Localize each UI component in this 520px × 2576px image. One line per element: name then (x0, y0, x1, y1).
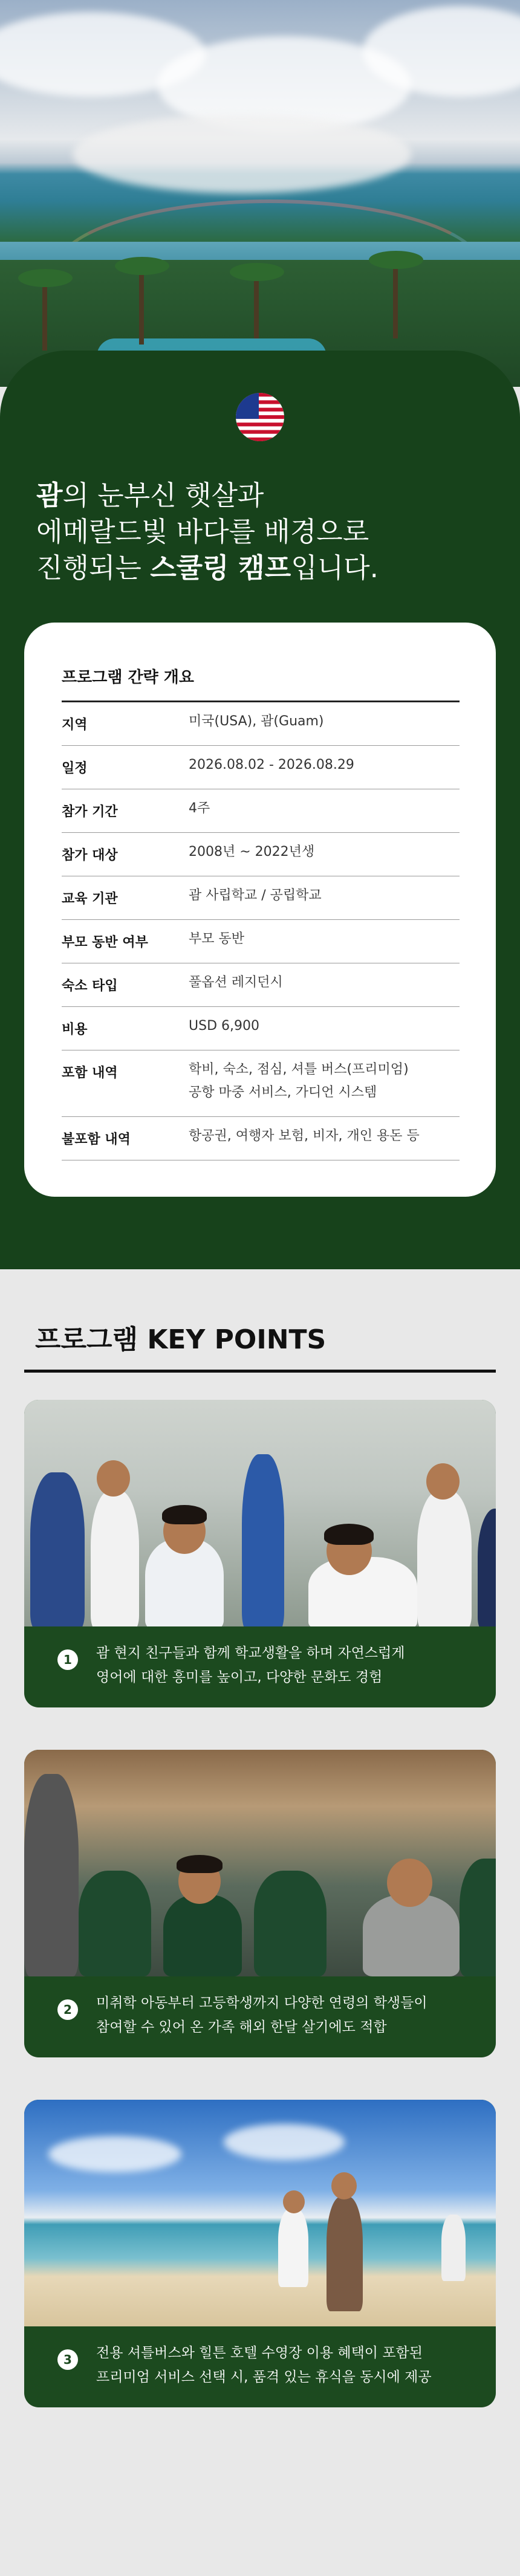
student (242, 1454, 284, 1626)
overview-row (62, 1007, 460, 1050)
palm-frond (230, 263, 284, 281)
overview-row (62, 746, 460, 789)
overview-row (62, 876, 460, 920)
row-label: 참가 기간 (62, 804, 118, 820)
classroom-photo (24, 1750, 496, 1976)
row-label: 교육 기관 (62, 892, 118, 907)
row-value: 학비, 숙소, 점심, 셔틀 버스(프리미엄) (189, 1062, 409, 1077)
student (417, 1490, 472, 1626)
number-badge: 2 (57, 1999, 78, 2020)
students-photo (24, 1400, 496, 1626)
overview-row (62, 1050, 460, 1117)
hair (162, 1505, 207, 1524)
row-value: 4주 (189, 801, 210, 816)
palm-frond (369, 251, 423, 269)
palm-trunk (42, 278, 47, 351)
overview-card (24, 623, 496, 1197)
key-point-card (24, 1750, 496, 2057)
key-point-card (24, 1400, 496, 1707)
row-label: 지역 (62, 717, 88, 733)
key-point-caption (24, 1626, 496, 1707)
row-label: 포함 내역 (62, 1066, 118, 1081)
row-value: 풀옵션 레지던시 (189, 975, 283, 990)
row-value: USD 6,900 (189, 1018, 259, 1034)
adult (327, 2196, 363, 2311)
overview-row (62, 1117, 460, 1160)
caption-line: 프리미엄 서비스 선택 시, 품격 있는 휴식을 동시에 제공 (96, 2369, 432, 2385)
key-point-caption (24, 1976, 496, 2057)
palm-trunk (254, 272, 259, 338)
usa-flag-icon (236, 393, 284, 441)
caption-line: 미취학 아동부터 고등학생까지 다양한 연령의 학생들이 (96, 1995, 427, 2011)
row-label: 비용 (62, 1022, 88, 1037)
student (91, 1490, 139, 1626)
overview-title: 프로그램 간략 개요 (62, 665, 460, 702)
overview-row (62, 702, 460, 746)
row-value: 부모 동반 (189, 931, 245, 947)
headline-line1: 의 눈부신 햇살과 (62, 479, 264, 511)
palm-trunk (139, 266, 144, 345)
overview-row (62, 963, 460, 1007)
key-point-caption (24, 2326, 496, 2407)
key-points-section (0, 1269, 520, 2504)
caption-line: 전용 셔틀버스와 힐튼 호텔 수영장 이용 혜택이 포함된 (96, 2345, 423, 2361)
person (441, 2215, 466, 2281)
adult-head (331, 2172, 357, 2199)
key-point-card (24, 2100, 496, 2407)
headline-line3-pre: 진행되는 (36, 552, 151, 584)
cloud (48, 2136, 181, 2172)
palm-frond (115, 257, 169, 275)
row-label: 부모 동반 여부 (62, 935, 148, 950)
caption-line: 괌 현지 친구들과 함께 학교생활을 하며 자연스럽게 (96, 1645, 405, 1661)
row-value: 2026.08.02 - 2026.08.29 (189, 757, 354, 772)
key-points-title: 프로그램 KEY POINTS (35, 1324, 327, 1355)
row-value: 미국(USA), 괌(Guam) (189, 714, 324, 729)
headline-line2: 에메랄드빛 바다를 배경으로 (36, 516, 369, 548)
student (363, 1895, 460, 1976)
student (460, 1859, 496, 1976)
headline (36, 477, 520, 586)
cloud (224, 2124, 345, 2160)
hair (324, 1524, 374, 1545)
student (478, 1509, 496, 1626)
student-head (426, 1463, 460, 1500)
caption-line: 참여할 수 있어 온 가족 해외 한달 살기에도 적합 (96, 2019, 387, 2035)
row-label: 일정 (62, 761, 88, 776)
student (163, 1895, 242, 1976)
student-head (387, 1859, 432, 1907)
row-value-line2: 공항 마중 서비스, 가디언 시스템 (189, 1085, 377, 1100)
intro-section (0, 351, 520, 1269)
overview-row (62, 789, 460, 833)
palm-trunk (393, 260, 398, 338)
row-label: 숙소 타입 (62, 979, 118, 994)
beach-photo (24, 2100, 496, 2326)
student (30, 1472, 85, 1626)
palm-frond (18, 269, 73, 287)
number-badge: 3 (57, 2349, 78, 2370)
student (254, 1871, 327, 1976)
row-value: 항공권, 여행자 보험, 비자, 개인 용돈 등 (189, 1128, 420, 1144)
headline-bold-guam: 괌 (36, 479, 63, 511)
child (278, 2209, 308, 2287)
hero-resort-image (0, 0, 520, 387)
child-head (283, 2190, 305, 2213)
cloud (73, 115, 411, 193)
row-value: 괌 사립학교 / 공립학교 (189, 888, 322, 903)
hair (177, 1855, 223, 1873)
row-label: 불포함 내역 (62, 1132, 131, 1147)
caption-line: 영어에 대한 흥미를 높이고, 다양한 문화도 경험 (96, 1669, 383, 1685)
headline-line3-post: 입니다. (291, 552, 379, 584)
number-badge: 1 (57, 1649, 78, 1670)
student (79, 1871, 151, 1976)
row-label: 참가 대상 (62, 848, 118, 863)
overview-row (62, 920, 460, 963)
person (24, 1774, 79, 1976)
headline-bold-camp: 스쿨링 캠프 (150, 552, 291, 584)
student-head (97, 1460, 130, 1497)
overview-row (62, 833, 460, 876)
divider (24, 1370, 496, 1373)
row-value: 2008년 ~ 2022년생 (189, 844, 315, 859)
